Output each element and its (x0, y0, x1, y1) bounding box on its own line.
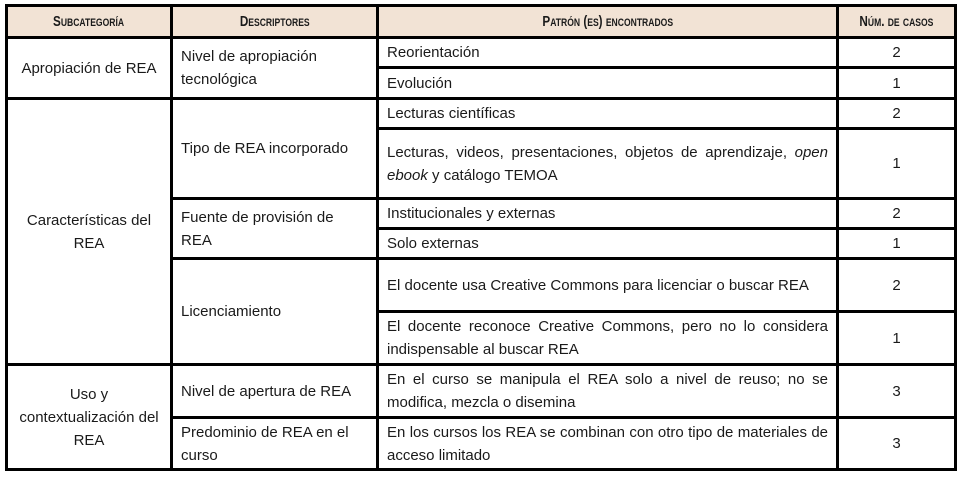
patron-cell: Solo externas (378, 229, 838, 259)
header-patrones: Patrón (es) encontrados (378, 6, 838, 38)
patron-cell: Evolución (378, 68, 838, 99)
descriptor-cell: Fuente de provisión de REA (172, 199, 378, 259)
descriptor-cell: Nivel de apertura de REA (172, 365, 378, 418)
casos-cell: 1 (838, 229, 956, 259)
patron-text: Lecturas, videos, presentaciones, objetos de aprendizaje, (387, 143, 787, 161)
descriptor-cell: Tipo de REA incorporado (172, 99, 378, 199)
casos-cell: 3 (838, 365, 956, 418)
descriptor-cell: Nivel de apropiación tecnológica (172, 38, 378, 99)
results-table (5, 4, 957, 471)
casos-cell: 1 (838, 68, 956, 99)
header-descriptores: Descriptores (172, 6, 378, 38)
descriptor-cell: Predominio de REA en el curso (172, 418, 378, 470)
header-row (7, 6, 956, 38)
patron-cell: El docente usa Creative Commons para licenciar o buscar REA (378, 259, 838, 312)
casos-cell: 1 (838, 312, 956, 365)
patron-cell: En el curso se manipula el REA solo a nivel de reuso; no se modifica, mezcla o disemina (378, 365, 838, 418)
patron-cell: Reorientación (378, 38, 838, 68)
casos-cell: 2 (838, 38, 956, 68)
table-row (7, 99, 956, 129)
patron-cell: En los cursos los REA se combinan con otro tipo de materiales de acceso limitado (378, 418, 838, 470)
patron-cell (378, 129, 838, 199)
header-num-casos: Núm. de casos (838, 6, 956, 38)
patron-italic-text: open ebook (387, 143, 828, 184)
descriptor-cell: Licenciamiento (172, 259, 378, 365)
casos-cell: 3 (838, 418, 956, 470)
subcategoria-cell: Apropiación de REA (7, 38, 172, 99)
casos-cell: 2 (838, 99, 956, 129)
patron-cell: El docente reconoce Creative Commons, pero no lo considera indispensable al buscar REA (378, 312, 838, 365)
casos-cell: 2 (838, 259, 956, 312)
patron-cell: Institucionales y externas (378, 199, 838, 229)
header-subcategoria: Subcategoría (7, 6, 172, 38)
patron-text: y catálogo TEMOA (427, 166, 558, 184)
subcategoria-cell: Uso y contextualización del REA (7, 365, 172, 470)
casos-cell: 1 (838, 129, 956, 199)
table-row (7, 38, 956, 68)
casos-cell: 2 (838, 199, 956, 229)
table-row (7, 365, 956, 418)
patron-cell: Lecturas científicas (378, 99, 838, 129)
subcategoria-cell: Características del REA (7, 99, 172, 365)
